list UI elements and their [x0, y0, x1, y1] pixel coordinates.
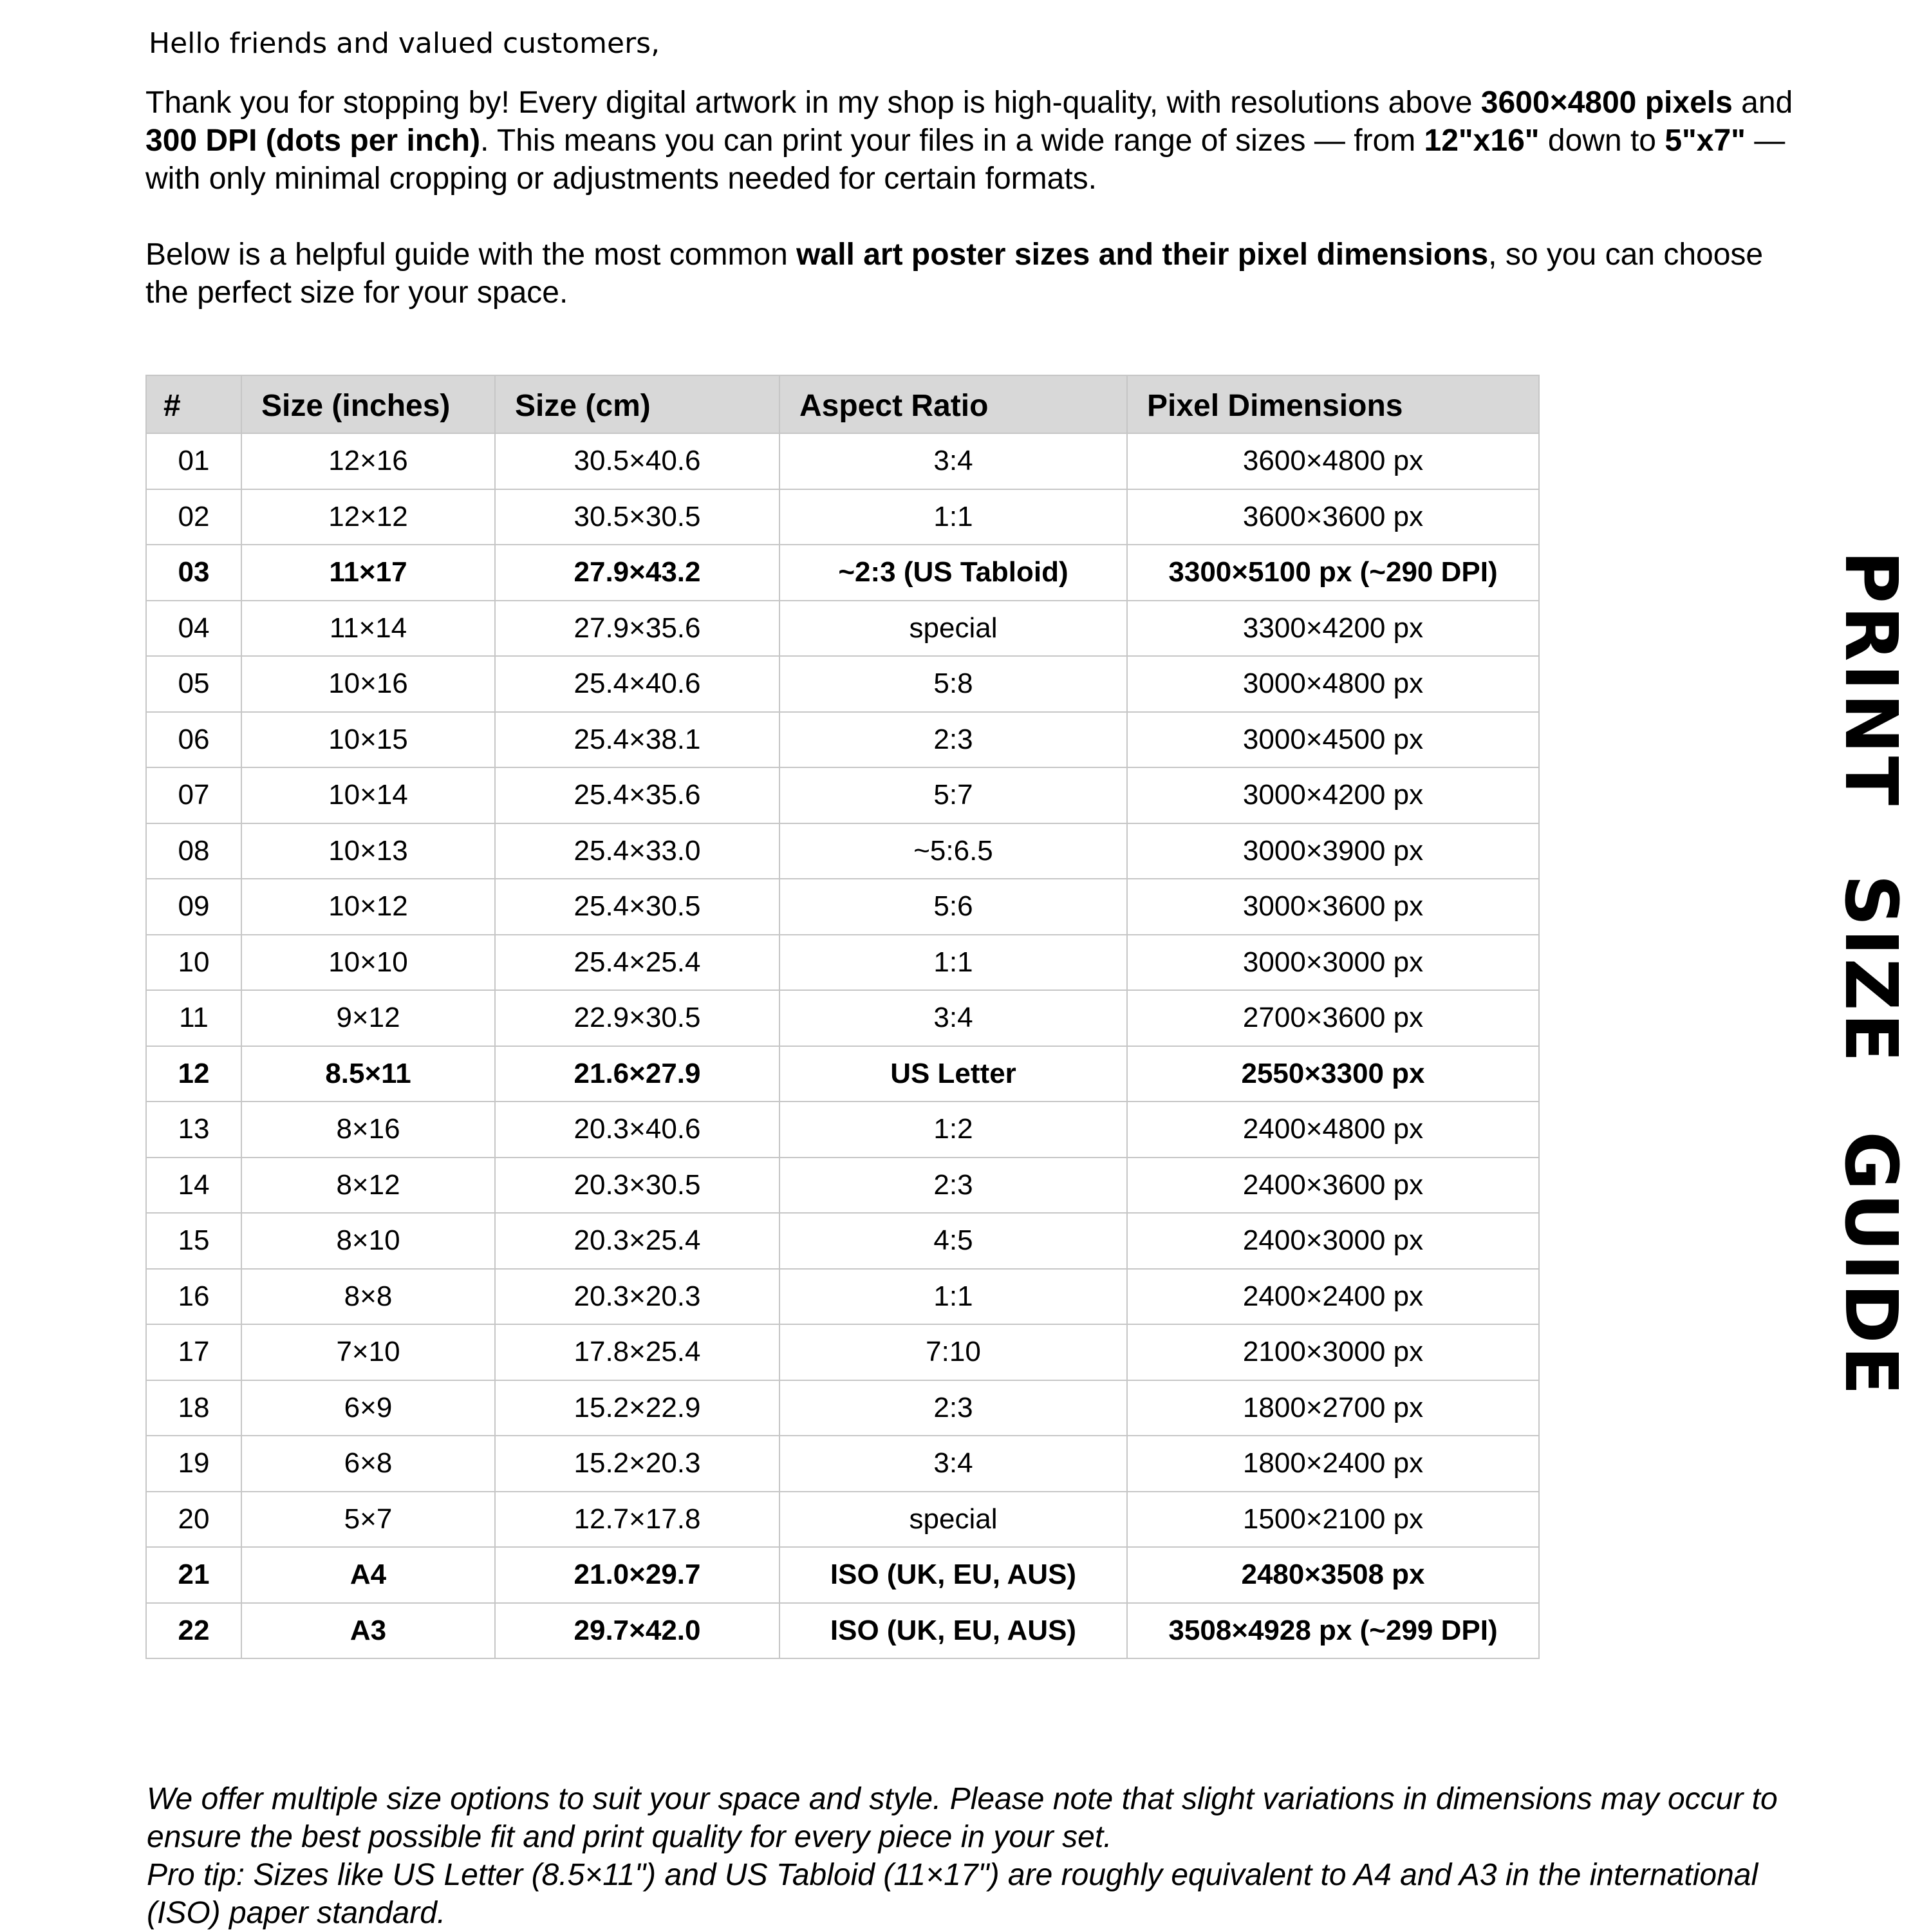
cell-size-cm: 27.9×43.2: [495, 545, 779, 601]
cell-size-cm: 30.5×40.6: [495, 433, 779, 489]
cell-pixel-dimensions: 3600×3600 px: [1127, 489, 1539, 545]
cell-number: 01: [146, 433, 241, 489]
header-size-inches: Size (inches): [241, 375, 495, 433]
cell-size-cm: 25.4×33.0: [495, 823, 779, 879]
cell-pixel-dimensions: 3000×4500 px: [1127, 712, 1539, 768]
table-body: [146, 433, 1539, 1658]
cell-number: 16: [146, 1269, 241, 1325]
intro-bold-guide-topic: wall art poster sizes and their pixel dimensions: [796, 238, 1489, 272]
cell-size-inches: 8×8: [241, 1269, 495, 1325]
intro-bold-resolution: 3600×4800 pixels: [1480, 86, 1733, 120]
cell-aspect-ratio: 5:8: [779, 656, 1127, 712]
intro-text-span: Below is a helpful guide with the most common: [145, 238, 797, 272]
cell-number: 06: [146, 712, 241, 768]
cell-aspect-ratio: 1:1: [779, 1269, 1127, 1325]
cell-number: 12: [146, 1046, 241, 1102]
cell-pixel-dimensions: 2400×3600 px: [1127, 1158, 1539, 1214]
intro-text-span: , so you can choose the perfect size for your space.: [145, 238, 1764, 310]
cell-aspect-ratio: 1:2: [779, 1102, 1127, 1158]
cell-size-cm: 17.8×25.4: [495, 1324, 779, 1380]
cell-size-inches: 8.5×11: [241, 1046, 495, 1102]
cell-pixel-dimensions: 3300×5100 px (~290 DPI): [1127, 545, 1539, 601]
table-row: [146, 489, 1539, 545]
cell-aspect-ratio: ~5:6.5: [779, 823, 1127, 879]
cell-size-inches: 8×16: [241, 1102, 495, 1158]
table-row: [146, 1102, 1539, 1158]
intro-text-span: . This means you can print your files in a wide range of sizes — from: [480, 124, 1424, 158]
cell-size-inches: 10×12: [241, 879, 495, 935]
table-row: [146, 601, 1539, 657]
cell-size-inches: 5×7: [241, 1492, 495, 1548]
cell-size-inches: 7×10: [241, 1324, 495, 1380]
table-row: [146, 545, 1539, 601]
cell-size-inches: 10×15: [241, 712, 495, 768]
intro-text-span: Thank you for stopping by! Every digital artwork in my shop is high-quality, with resolutions above: [145, 86, 1481, 120]
cell-number: 15: [146, 1213, 241, 1269]
intro-bold-largest-size: 12"x16": [1424, 124, 1540, 158]
cell-aspect-ratio: 3:4: [779, 433, 1127, 489]
cell-number: 04: [146, 601, 241, 657]
table-row: [146, 1046, 1539, 1102]
cell-size-inches: A4: [241, 1547, 495, 1603]
intro-text-span: — with only minimal cropping or adjustments needed for certain formats.: [145, 124, 1786, 196]
cell-number: 07: [146, 767, 241, 823]
cell-aspect-ratio: 3:4: [779, 1436, 1127, 1492]
cell-pixel-dimensions: 3000×4800 px: [1127, 656, 1539, 712]
intro-paragraph-1: [145, 84, 1793, 198]
cell-size-cm: 15.2×22.9: [495, 1380, 779, 1436]
table-row: [146, 1158, 1539, 1214]
cell-number: 05: [146, 656, 241, 712]
cell-size-inches: 12×16: [241, 433, 495, 489]
table-header-row: [146, 375, 1539, 433]
cell-size-cm: 29.7×42.0: [495, 1603, 779, 1659]
table-row: [146, 433, 1539, 489]
cell-aspect-ratio: special: [779, 1492, 1127, 1548]
cell-number: 10: [146, 935, 241, 991]
table-row: [146, 1324, 1539, 1380]
cell-aspect-ratio: 4:5: [779, 1213, 1127, 1269]
cell-pixel-dimensions: 2400×2400 px: [1127, 1269, 1539, 1325]
table-row: [146, 712, 1539, 768]
cell-pixel-dimensions: 3000×3900 px: [1127, 823, 1539, 879]
cell-aspect-ratio: 3:4: [779, 990, 1127, 1046]
cell-size-cm: 25.4×38.1: [495, 712, 779, 768]
cell-size-inches: 11×17: [241, 545, 495, 601]
cell-size-inches: 10×16: [241, 656, 495, 712]
cell-pixel-dimensions: 2400×3000 px: [1127, 1213, 1539, 1269]
cell-number: 03: [146, 545, 241, 601]
cell-size-cm: 25.4×30.5: [495, 879, 779, 935]
cell-aspect-ratio: ISO (UK, EU, AUS): [779, 1547, 1127, 1603]
cell-size-inches: 10×13: [241, 823, 495, 879]
greeting: Hello friends and valued customers,: [149, 27, 660, 60]
table-row: [146, 656, 1539, 712]
cell-number: 13: [146, 1102, 241, 1158]
side-title: PRINT SIZE GUIDE: [1829, 550, 1912, 1398]
header-aspect-ratio: Aspect Ratio: [779, 375, 1127, 433]
cell-aspect-ratio: 2:3: [779, 1158, 1127, 1214]
cell-number: 08: [146, 823, 241, 879]
cell-number: 09: [146, 879, 241, 935]
cell-size-inches: 12×12: [241, 489, 495, 545]
table-row: [146, 823, 1539, 879]
intro-bold-smallest-size: 5"x7": [1665, 124, 1746, 158]
intro-text-span: down to: [1539, 124, 1665, 158]
cell-number: 22: [146, 1603, 241, 1659]
cell-size-cm: 27.9×35.6: [495, 601, 779, 657]
intro-paragraph-2: [145, 236, 1793, 312]
cell-pixel-dimensions: 2480×3508 px: [1127, 1547, 1539, 1603]
table-row: [146, 1547, 1539, 1603]
cell-size-inches: 8×10: [241, 1213, 495, 1269]
cell-pixel-dimensions: 3300×4200 px: [1127, 601, 1539, 657]
cell-number: 21: [146, 1547, 241, 1603]
cell-size-cm: 20.3×25.4: [495, 1213, 779, 1269]
cell-size-inches: 8×12: [241, 1158, 495, 1214]
cell-aspect-ratio: special: [779, 601, 1127, 657]
cell-pixel-dimensions: 1800×2700 px: [1127, 1380, 1539, 1436]
cell-aspect-ratio: ISO (UK, EU, AUS): [779, 1603, 1127, 1659]
cell-size-cm: 21.0×29.7: [495, 1547, 779, 1603]
table-row: [146, 935, 1539, 991]
cell-aspect-ratio: 5:6: [779, 879, 1127, 935]
footer-note: [147, 1780, 1820, 1932]
cell-size-inches: 6×9: [241, 1380, 495, 1436]
cell-size-inches: 10×14: [241, 767, 495, 823]
cell-size-cm: 25.4×35.6: [495, 767, 779, 823]
cell-aspect-ratio: ~2:3 (US Tabloid): [779, 545, 1127, 601]
intro-text: [145, 84, 1793, 312]
header-size-cm: Size (cm): [495, 375, 779, 433]
cell-aspect-ratio: 2:3: [779, 712, 1127, 768]
cell-pixel-dimensions: 2400×4800 px: [1127, 1102, 1539, 1158]
cell-pixel-dimensions: 3000×3600 px: [1127, 879, 1539, 935]
footer-line-1: We offer multiple size options to suit your space and style. Please note that slight variations in dimensions may occur to ensure the best possible fit and print quality for every piece in your set.: [147, 1782, 1778, 1854]
table-row: [146, 1492, 1539, 1548]
cell-size-cm: 25.4×25.4: [495, 935, 779, 991]
cell-pixel-dimensions: 2700×3600 px: [1127, 990, 1539, 1046]
cell-pixel-dimensions: 3508×4928 px (~299 DPI): [1127, 1603, 1539, 1659]
intro-bold-dpi: 300 DPI (dots per inch): [145, 124, 481, 158]
cell-aspect-ratio: 7:10: [779, 1324, 1127, 1380]
cell-size-cm: 20.3×40.6: [495, 1102, 779, 1158]
table-row: [146, 990, 1539, 1046]
cell-aspect-ratio: US Letter: [779, 1046, 1127, 1102]
table-row: [146, 1213, 1539, 1269]
table-row: [146, 1603, 1539, 1659]
cell-size-cm: 20.3×20.3: [495, 1269, 779, 1325]
cell-size-inches: 6×8: [241, 1436, 495, 1492]
table-row: [146, 1436, 1539, 1492]
cell-size-cm: 12.7×17.8: [495, 1492, 779, 1548]
cell-pixel-dimensions: 3600×4800 px: [1127, 433, 1539, 489]
cell-pixel-dimensions: 1800×2400 px: [1127, 1436, 1539, 1492]
table-row: [146, 1269, 1539, 1325]
cell-aspect-ratio: 1:1: [779, 935, 1127, 991]
cell-size-cm: 20.3×30.5: [495, 1158, 779, 1214]
cell-pixel-dimensions: 1500×2100 px: [1127, 1492, 1539, 1548]
cell-aspect-ratio: 1:1: [779, 489, 1127, 545]
cell-size-inches: 11×14: [241, 601, 495, 657]
cell-size-inches: 9×12: [241, 990, 495, 1046]
table-row: [146, 1380, 1539, 1436]
cell-number: 14: [146, 1158, 241, 1214]
cell-aspect-ratio: 2:3: [779, 1380, 1127, 1436]
cell-size-cm: 15.2×20.3: [495, 1436, 779, 1492]
print-size-table: [145, 375, 1540, 1659]
cell-size-cm: 30.5×30.5: [495, 489, 779, 545]
cell-pixel-dimensions: 2550×3300 px: [1127, 1046, 1539, 1102]
cell-size-inches: A3: [241, 1603, 495, 1659]
cell-aspect-ratio: 5:7: [779, 767, 1127, 823]
cell-size-cm: 25.4×40.6: [495, 656, 779, 712]
header-number: #: [146, 375, 241, 433]
cell-number: 17: [146, 1324, 241, 1380]
cell-number: 18: [146, 1380, 241, 1436]
cell-size-inches: 10×10: [241, 935, 495, 991]
cell-pixel-dimensions: 3000×4200 px: [1127, 767, 1539, 823]
cell-number: 11: [146, 990, 241, 1046]
cell-pixel-dimensions: 2100×3000 px: [1127, 1324, 1539, 1380]
cell-number: 02: [146, 489, 241, 545]
header-pixel-dimensions: Pixel Dimensions: [1127, 375, 1539, 433]
table-row: [146, 767, 1539, 823]
cell-size-cm: 21.6×27.9: [495, 1046, 779, 1102]
cell-number: 20: [146, 1492, 241, 1548]
footer-line-2: Pro tip: Sizes like US Letter (8.5×11") and US Tabloid (11×17") are roughly equivalent to A4 and A3 in the international (ISO) paper standard.: [147, 1858, 1758, 1930]
table-row: [146, 879, 1539, 935]
intro-text-span: and: [1732, 86, 1793, 120]
cell-number: 19: [146, 1436, 241, 1492]
cell-size-cm: 22.9×30.5: [495, 990, 779, 1046]
cell-pixel-dimensions: 3000×3000 px: [1127, 935, 1539, 991]
